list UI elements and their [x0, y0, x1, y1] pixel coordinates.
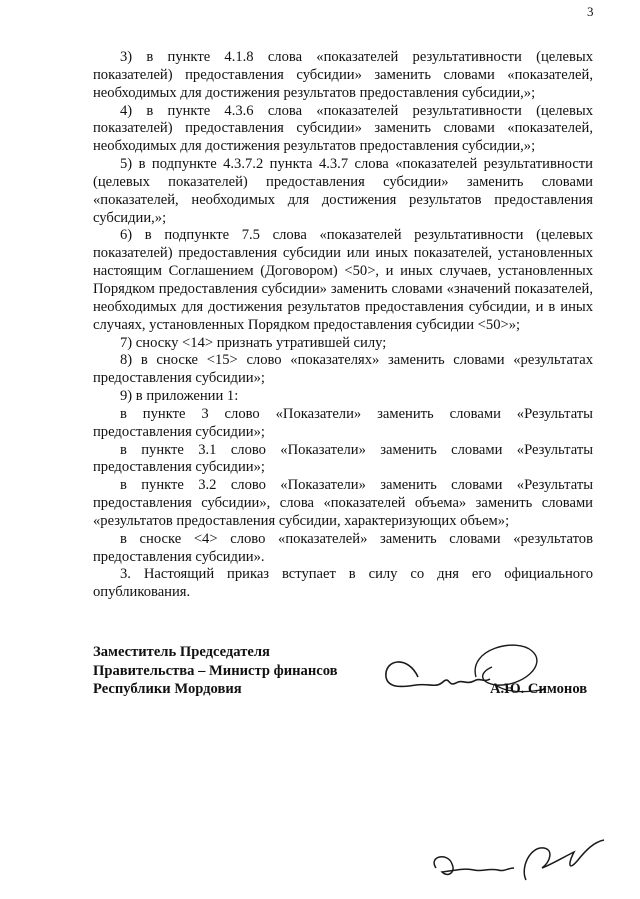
order-body: [93, 49, 593, 602]
paragraph-item-9: 9) в приложении 1:: [120, 388, 239, 405]
paragraph-effective-date: 3. Настоящий приказ вступает в силу со дня его официального опубликования.: [93, 566, 593, 601]
initials-stroke-2: [524, 840, 604, 880]
signature-stroke: [386, 662, 490, 687]
sub-item-point-3: в пункте 3 слово «Показатели» заменить словами «Результаты предоставления субсидии»;: [93, 405, 593, 440]
signer-title: Заместитель Председателя Правительства – Министр финансов Республики Мордовия: [93, 644, 338, 697]
sub-item-point-3-1: в пункте 3.1 слово «Показатели» заменить словами «Результаты предоставления субсидии»;: [93, 441, 593, 476]
paragraph-item-7: 7) сноску <14> признать утратившей силу;: [120, 334, 387, 351]
signature-loop: [475, 645, 537, 685]
initials-mark: [418, 838, 618, 888]
sub-item-point-3-2: в пункте 3.2 слово «Показатели» заменить словами «Результаты предоставления субсидии», слова «показателей объема» заменить словами «результатов предоставления субсидии, характеризующих объем»;: [93, 477, 593, 529]
signature-block: [93, 643, 603, 703]
page-number: 3: [587, 4, 594, 19]
signer-name: А.Ю. Симонов: [490, 681, 588, 697]
sub-item-footnote-4: в сноске <4> слово «показателей» заменить словами «результатов предоставления субсидии».: [93, 530, 593, 565]
paragraph-item-4: 4) в пункте 4.3.6 слова «показателей результативности (целевых показателей) предоставления субсидии» заменить словами «показателей, необходимых для достижения результатов предоставления субсидии,»;: [93, 102, 593, 155]
initials-stroke: [434, 857, 514, 875]
paragraph-item-5: 5) в подпункте 4.3.7.2 пункта 4.3.7 слова «показателей результативности (целевых показателей) предоставления субсидии» заменить словами «показателей, необходимых для достижения результатов предоставления субсидии,»;: [93, 156, 593, 226]
handwritten-signature: [356, 637, 576, 712]
paragraph-item-8: 8) в сноске <15> слово «показателях» заменить словами «результатах предоставления субсидии»;: [93, 352, 593, 387]
paragraph-item-6: 6) в подпункте 7.5 слова «показателей результативности (целевых показателей) предоставления субсидии или иных показателей, установленных настоящим Соглашением (Договором) <50>, и иных случаев, установленных Порядком предоставления субсидии» заменить словами «значений показателей, необходимых для достижения результатов предоставления субсидии, и в иных случаях, установленных Порядком предоставления субсидии <50>»;: [93, 227, 593, 333]
paragraph-item-3: 3) в пункте 4.1.8 слова «показателей результативности (целевых показателей) предоставления субсидии» заменить словами «показателей, необходимых для достижения результатов предоставления субсидии,»;: [93, 49, 593, 101]
